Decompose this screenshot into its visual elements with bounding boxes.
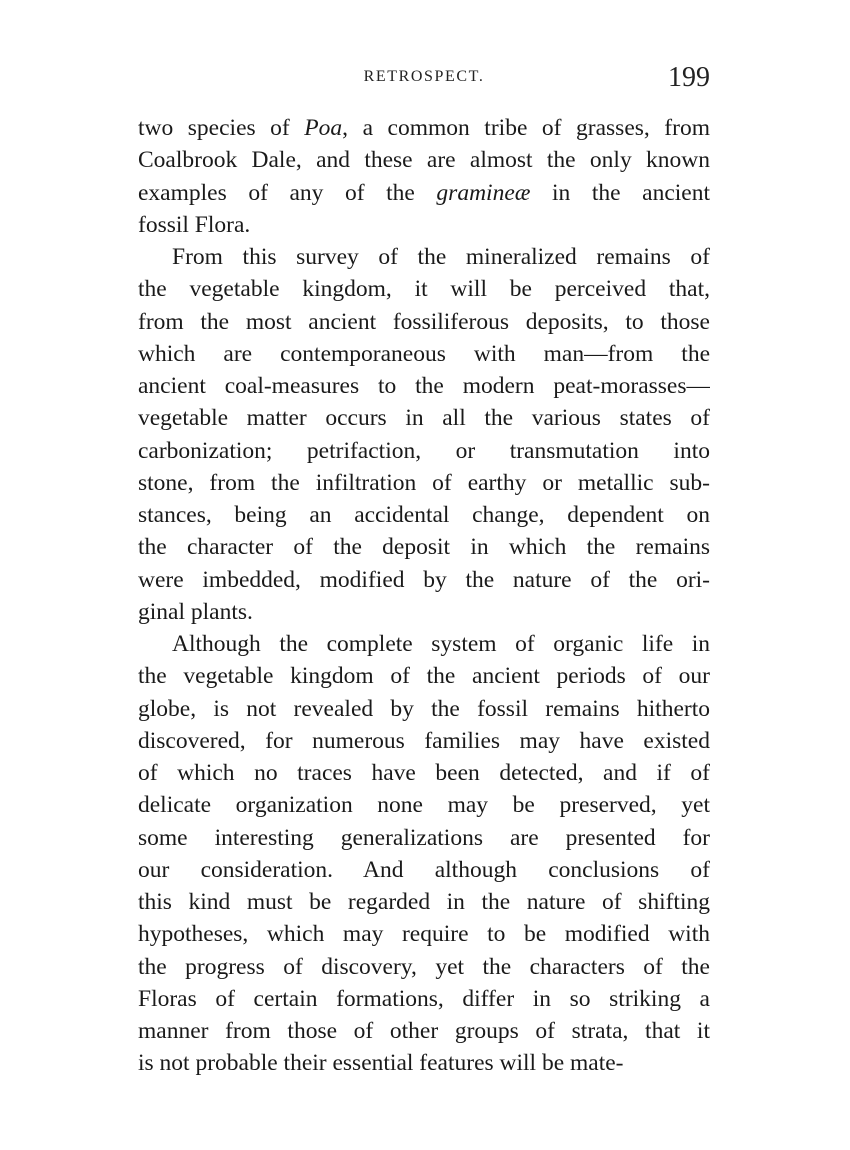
- running-title: RETROSPECT.: [363, 68, 485, 85]
- text-run: Although the complete system of organic life in: [172, 631, 710, 657]
- text-line: [138, 435, 710, 467]
- text-run: ginal plants.: [138, 598, 253, 625]
- text-run: from the most ancient fossiliferous deposits, to those: [138, 308, 710, 335]
- text-run: fossil Flora.: [138, 211, 251, 238]
- text-run: the progress of discovery, yet the characters of the: [138, 953, 710, 980]
- text-run: stances, being an accidental change, dependent on: [138, 502, 710, 528]
- text-line: [138, 628, 710, 660]
- text-line: [138, 499, 710, 531]
- text-run: stone, from the infiltration of earthy or metallic sub-: [138, 469, 710, 496]
- text-line: [138, 693, 710, 725]
- text-run: Floras of certain formations, differ in so striking a: [138, 985, 710, 1012]
- text-run: Coalbrook Dale, and these are almost the only known: [138, 147, 710, 174]
- text-run: some interesting generalizations are presented for: [138, 824, 710, 851]
- text-line: [138, 144, 710, 176]
- text-run: the vegetable kingdom, it will be perceived that,: [138, 276, 710, 303]
- text-line: [138, 789, 710, 821]
- text-run: carbonization; petrifaction, or transmutation into: [138, 437, 710, 464]
- italic-term: Poa: [304, 115, 343, 141]
- text-line: [138, 725, 710, 757]
- text-run: which are contemporaneous with man—from the: [138, 340, 710, 367]
- text-run: the vegetable kingdom of the ancient periods of our: [138, 663, 710, 690]
- text-run: From this survey of the mineralized remains of: [172, 244, 710, 270]
- text-run: of which no traces have been detected, and if of: [138, 760, 710, 786]
- text-line: [138, 660, 710, 692]
- body-text: [138, 112, 710, 1080]
- text-line: [138, 854, 710, 886]
- text-line: [138, 306, 710, 338]
- text-run: delicate organization none may be preserved, yet: [138, 792, 710, 819]
- paragraph: [138, 628, 710, 1080]
- text-run: globe, is not revealed by the fossil remains hitherto: [138, 695, 710, 722]
- text-run: ancient coal-measures to the modern peat-morasses—: [138, 373, 710, 399]
- text-line: [138, 370, 710, 402]
- text-run: hypotheses, which may require to be modified with: [138, 921, 710, 948]
- text-run: our consideration. And although conclusions of: [138, 856, 710, 883]
- text-line: [138, 983, 710, 1015]
- text-line: [138, 273, 710, 305]
- text-line: [138, 1047, 710, 1079]
- text-run: discovered, for numerous families may have existed: [138, 727, 710, 754]
- text-line: [138, 209, 710, 241]
- text-line: [138, 1015, 710, 1047]
- text-line: [138, 241, 710, 273]
- paragraph: [138, 112, 710, 241]
- text-line: [138, 467, 710, 499]
- italic-term: gramineæ: [436, 179, 531, 206]
- running-head: [138, 62, 710, 94]
- text-run: in the ancient: [530, 179, 710, 206]
- page-number: 199: [668, 62, 710, 93]
- text-run: this kind must be regarded in the nature of shifting: [138, 889, 710, 915]
- text-line: [138, 402, 710, 434]
- text-line: [138, 112, 710, 144]
- text-run: were imbedded, modified by the nature of the ori-: [138, 566, 710, 593]
- text-line: [138, 531, 710, 563]
- paragraph: [138, 241, 710, 628]
- text-run: manner from those of other groups of strata, that it: [138, 1018, 710, 1044]
- text-line: [138, 822, 710, 854]
- text-run: , a common tribe of grasses, from: [342, 115, 710, 141]
- text-line: [138, 338, 710, 370]
- text-line: [138, 757, 710, 789]
- text-line: [138, 564, 710, 596]
- text-run: examples of any of the: [138, 179, 437, 206]
- text-run: two species of: [138, 115, 305, 141]
- text-line: [138, 886, 710, 918]
- text-line: [138, 177, 710, 209]
- text-run: vegetable matter occurs in all the various states of: [138, 405, 710, 432]
- text-line: [138, 918, 710, 950]
- text-line: [138, 596, 710, 628]
- text-line: [138, 951, 710, 983]
- text-run: is not probable their essential features will be mate-: [138, 1050, 624, 1077]
- text-run: the character of the deposit in which the remains: [138, 534, 710, 561]
